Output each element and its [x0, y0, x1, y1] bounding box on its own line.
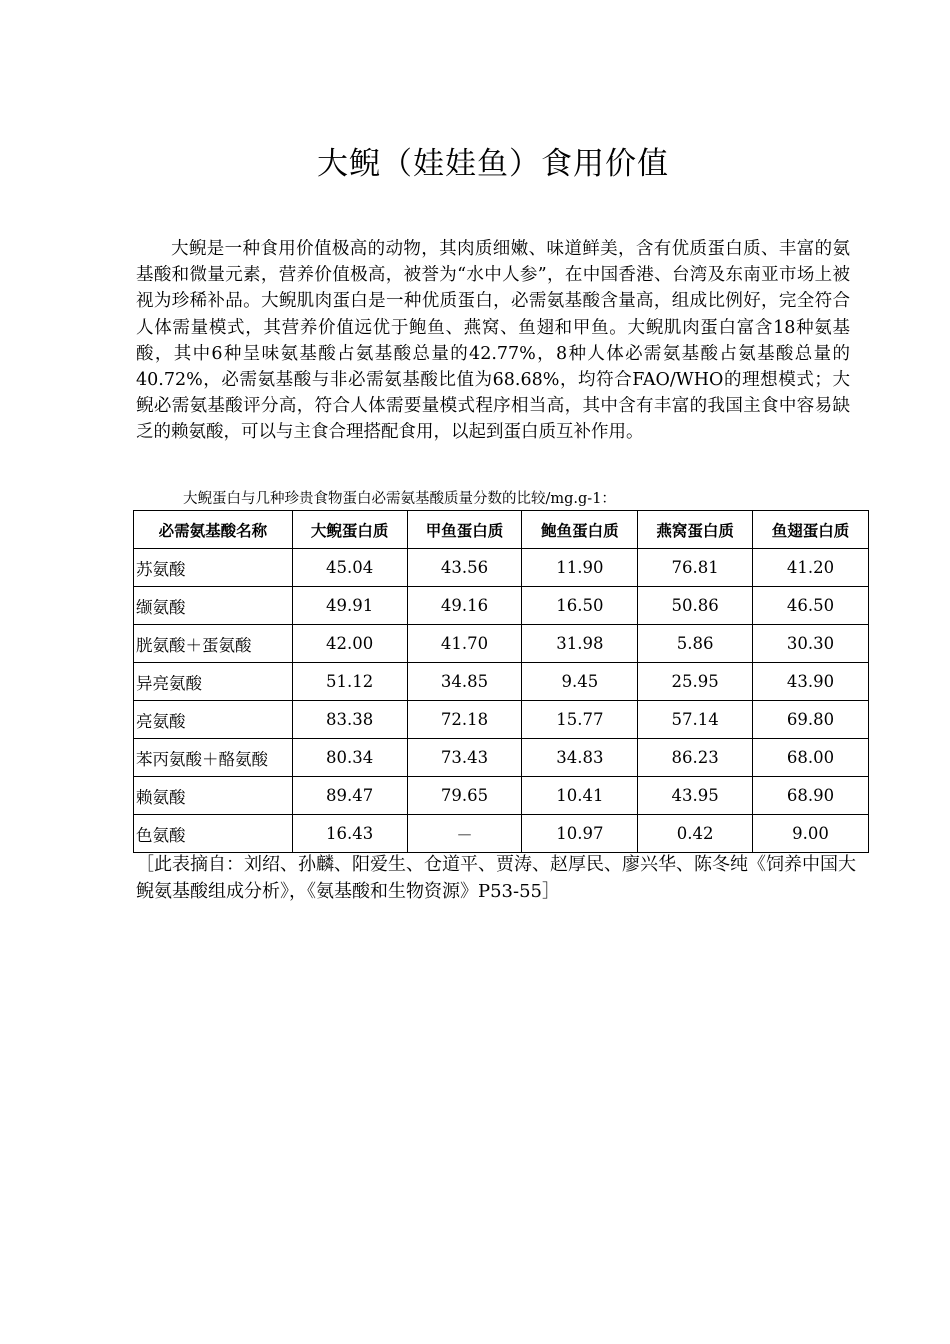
table-header-row — [134, 511, 869, 549]
table-cell: 80.34 — [292, 739, 407, 777]
table-cell: 5.86 — [638, 625, 753, 663]
amino-acid-name: 异亮氨酸 — [134, 663, 293, 701]
table-row — [134, 549, 869, 587]
table-cell: 46.50 — [753, 587, 869, 625]
table-cell: 41.20 — [753, 549, 869, 587]
amino-acid-name: 苏氨酸 — [134, 549, 293, 587]
table-cell: 41.70 — [407, 625, 522, 663]
table-cell: 49.16 — [407, 587, 522, 625]
table-cell: 89.47 — [292, 777, 407, 815]
table-cell: 68.00 — [753, 739, 869, 777]
amino-acid-name: 胱氨酸＋蛋氨酸 — [134, 625, 293, 663]
amino-acid-name: 赖氨酸 — [134, 777, 293, 815]
table-cell: － — [407, 815, 522, 853]
table-cell: 86.23 — [638, 739, 753, 777]
table-cell: 34.85 — [407, 663, 522, 701]
amino-acid-name: 亮氨酸 — [134, 701, 293, 739]
header-amino-acid-name: 必需氨基酸名称 — [134, 511, 293, 549]
header-shark-fin: 鱼翅蛋白质 — [753, 511, 869, 549]
table-cell: 69.80 — [753, 701, 869, 739]
table-row — [134, 739, 869, 777]
table-cell: 50.86 — [638, 587, 753, 625]
header-soft-shell-turtle: 甲鱼蛋白质 — [407, 511, 522, 549]
table-cell: 49.91 — [292, 587, 407, 625]
table-row — [134, 701, 869, 739]
amino-acid-name: 缬氨酸 — [134, 587, 293, 625]
table-row — [134, 625, 869, 663]
intro-paragraph: 大鲵是一种食用价值极高的动物，其肉质细嫩、味道鲜美，含有优质蛋白质、丰富的氨基酸和微量元素，营养价值极高，被誉为“水中人参”，在中国香港、台湾及东南亚市场上被视为珍稀补品。大鲵肌肉蛋白是一种优质蛋白，必需氨基酸含量高，组成比例好，完全符合人体需量模式，其营养价值远优于鲍鱼、燕窝、鱼翅和甲鱼。大鲵肌肉蛋白富含18种氨基酸，其中6种呈味氨基酸占氨基酸总量的42.77%，8种人体必需氨基酸占氨基酸总量的40.72%，必需氨基酸与非必需氨基酸比值为68.68%，均符合FAO/WHO的理想模式；大鲵必需氨基酸评分高，符合人体需要量模式程序相当高，其中含有丰富的我国主食中容易缺乏的赖氨酸，可以与主食合理搭配食用，以起到蛋白质互补作用。 — [136, 239, 850, 443]
table-cell: 30.30 — [753, 625, 869, 663]
table-cell: 11.90 — [522, 549, 638, 587]
table-cell: 9.00 — [753, 815, 869, 853]
table-cell: 43.56 — [407, 549, 522, 587]
table-row — [134, 777, 869, 815]
table-cell: 9.45 — [522, 663, 638, 701]
table-cell: 76.81 — [638, 549, 753, 587]
table-cell: 10.41 — [522, 777, 638, 815]
table-cell: 73.43 — [407, 739, 522, 777]
amino-acid-name: 苯丙氨酸＋酪氨酸 — [134, 739, 293, 777]
table-cell: 10.97 — [522, 815, 638, 853]
page-title: 大鲵（娃娃鱼）食用价值 — [317, 146, 669, 182]
table-cell: 43.90 — [753, 663, 869, 701]
header-abalone: 鲍鱼蛋白质 — [522, 511, 638, 549]
table-cell: 83.38 — [292, 701, 407, 739]
header-giant-salamander: 大鲵蛋白质 — [292, 511, 407, 549]
table-cell: 31.98 — [522, 625, 638, 663]
amino-acid-table — [133, 510, 869, 853]
table-caption: 大鲵蛋白与几种珍贵食物蛋白必需氨基酸质量分数的比较/mg.g-1： — [183, 491, 616, 507]
table-row — [134, 587, 869, 625]
header-birds-nest: 燕窝蛋白质 — [638, 511, 753, 549]
table-cell: 16.50 — [522, 587, 638, 625]
table-cell: 43.95 — [638, 777, 753, 815]
table-cell: 16.43 — [292, 815, 407, 853]
table-row — [134, 663, 869, 701]
table-cell: 72.18 — [407, 701, 522, 739]
table-cell: 15.77 — [522, 701, 638, 739]
table-cell: 51.12 — [292, 663, 407, 701]
source-note: ［此表摘自：刘绍、孙麟、阳爱生、仓道平、贾涛、赵厚民、廖兴华、陈冬纯《饲养中国大鲵氨基酸组成分析》，《氨基酸和生物资源》P53-55］ — [136, 854, 856, 902]
table-cell: 0.42 — [638, 815, 753, 853]
table-row — [134, 815, 869, 853]
table-cell: 68.90 — [753, 777, 869, 815]
table-cell: 79.65 — [407, 777, 522, 815]
table-cell: 25.95 — [638, 663, 753, 701]
table-cell: 45.04 — [292, 549, 407, 587]
table-cell: 57.14 — [638, 701, 753, 739]
table-cell: 42.00 — [292, 625, 407, 663]
amino-acid-name: 色氨酸 — [134, 815, 293, 853]
table-cell: 34.83 — [522, 739, 638, 777]
